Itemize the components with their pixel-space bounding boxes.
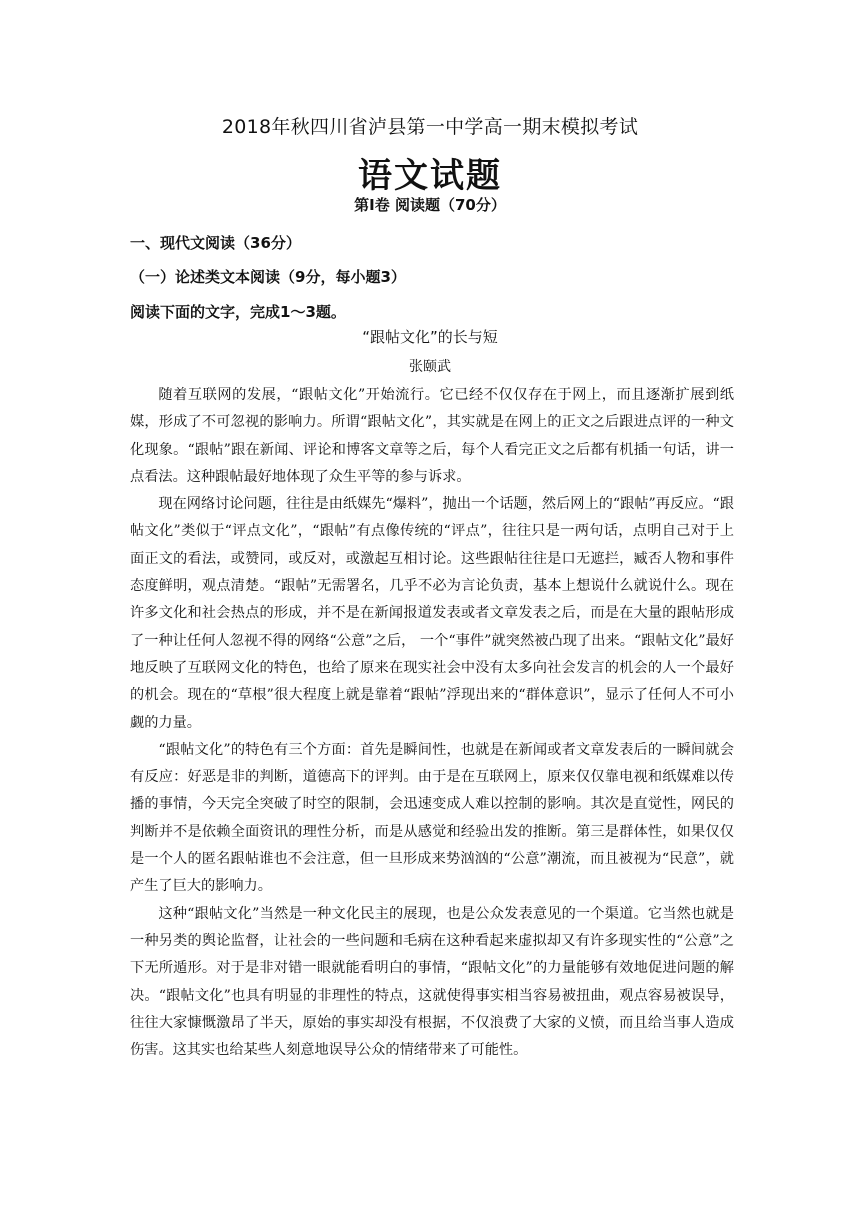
article-paragraph: “跟帖文化”的特色有三个方面：首先是瞬间性，也就是在新闻或者文章发表后的一瞬间就会有反应：好恶是非的判断，道德高下的评判。由于是在互联网上，原来仅仅靠电视和纸媒难以传播的事情，今天完全突破了时空的限制，会迅速变成人难以控制的影响。其次是直觉性，网民的判断并不是依赖全面资讯的理性分析，而是从感觉和经验出发的推断。第三是群体性，如果仅仅是一个人的匿名跟帖谁也不会注意，但一旦形成来势汹汹的“公意”潮流，而且被视为“民意”，就产生了巨大的影响力。 [130, 741, 734, 895]
part-title: 第Ⅰ卷 阅读题（70分） [354, 196, 506, 214]
article-paragraph: 这种“跟帖文化”当然是一种文化民主的展现，也是公众发表意见的一个渠道。它当然也就是一种另类的舆论监督，让社会的一些问题和毛病在这种看起来虚拟却又有许多现实性的“公意”之下无所遁形。对于是非对错一眼就能看明白的事情，“跟帖文化”的力量能够有效地促进问题的解决。“跟帖文化”也具有明显的非理性的特点，这就使得事实相当容易被扭曲，观点容易被误导，往往大家慷慨激昂了半天，原始的事实却没有根据，不仅浪费了大家的义愤，而且给当事人造成伤害。这其实也给某些人刻意地误导公众的情绪带来了可能性。 [130, 905, 734, 1059]
article-paragraph: 现在网络讨论问题，往往是由纸媒先“爆料”，抛出一个话题，然后网上的“跟帖”再反应。“跟帖文化”类似于“评点文化”，“跟帖”有点像传统的“评点”，往往只是一两句话，点明自己对于上面正文的看法，或赞同，或反对，或激起互相讨论。这些跟帖往往是口无遮拦，臧否人物和事件态度鲜明，观点清楚。“跟帖”无需署名，几乎不必为言论负责，基本上想说什么就说什么。现在许多文化和社会热点的形成，并不是在新闻报道发表或者文章发表之后，而是在大量的跟帖形成了一种让任何人忽视不得的网络“公意”之后， 一个“事件”就突然被凸现了出来。“跟帖文化”最好地反映了互联网文化的特色，也给了原来在现实社会中没有太多向社会发言的机会的人一个最好的机会。现在的“草根”很大程度上就是靠着“跟帖”浮现出来的“群体意识”，显示了任何人不可小觑的力量。 [130, 496, 734, 731]
school-exam-title: 2018年秋四川省泸县第一中学高一期末模拟考试 [221, 116, 639, 138]
article-body [130, 382, 734, 1064]
subject-title: 语文试题 [358, 156, 502, 196]
article-title: “跟帖文化”的长与短 [362, 328, 498, 346]
subsection-heading: （一）论述类文本阅读（9分，每小题3） [130, 268, 406, 286]
article-paragraph: 随着互联网的发展，“跟帖文化”开始流行。它已经不仅仅存在于网上，而且逐渐扩展到纸媒，形成了不可忽视的影响力。所谓“跟帖文化”，其实就是在网上的正文之后跟进点评的一种文化现象。“跟帖”跟在新闻、评论和博客文章等之后，每个人看完正文之后都有机插一句话，讲一点看法。这种跟帖最好地体现了众生平等的参与诉求。 [130, 387, 734, 485]
article-author: 张颐武 [409, 359, 451, 375]
reading-instruction: 阅读下面的文字，完成1～3题。 [130, 303, 346, 321]
section-heading: 一、现代文阅读（36分） [130, 234, 301, 252]
